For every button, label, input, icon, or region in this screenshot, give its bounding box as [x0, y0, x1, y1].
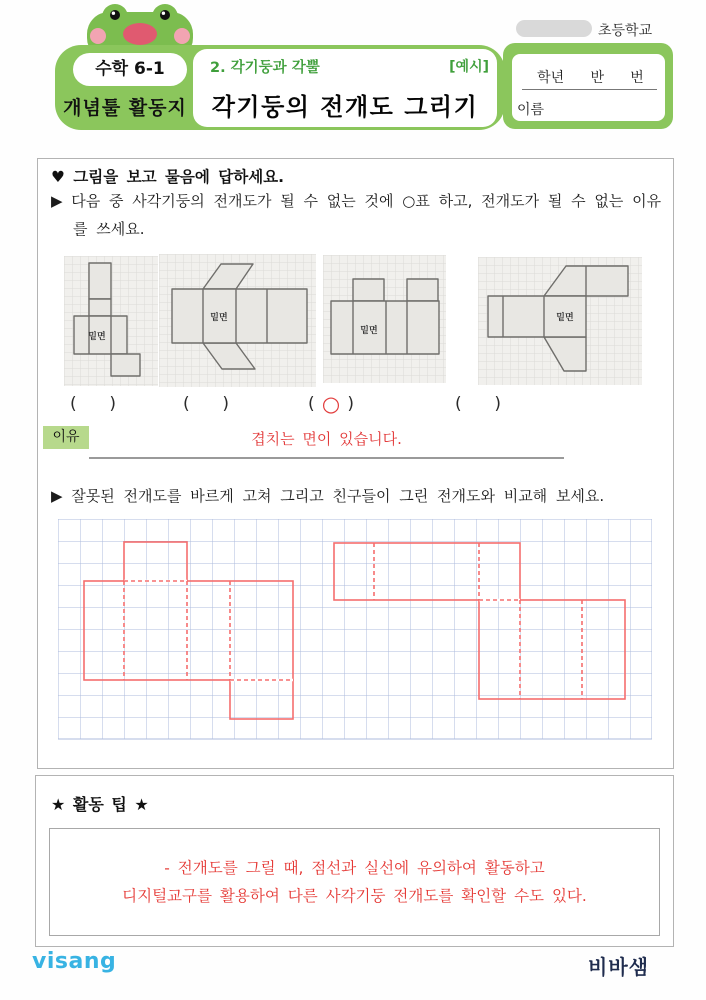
worksheet-title: 각기둥의 전개도 그리기 [211, 93, 479, 121]
tip-heading: ★ 활동 팁 ★ [51, 795, 149, 814]
answer-slot-3 [308, 392, 354, 416]
tip-line2: 디지털교구를 활용하여 다른 사각기둥 전개도를 확인할 수도 있다. [122, 887, 587, 905]
paren-open: ( [70, 394, 77, 414]
paren-open: ( [183, 394, 190, 414]
net-figure-3 [323, 255, 446, 383]
base-label: 밑면 [210, 313, 228, 323]
vivasam-logo: 비바샘 [588, 955, 649, 979]
class-label: 반 [590, 70, 605, 86]
answer-slot-2 [183, 392, 229, 416]
net-figure-2 [159, 254, 316, 389]
example-tag: [예시] [449, 59, 489, 75]
school-label: 초등학교 [598, 23, 653, 39]
base-label: 밑면 [88, 332, 106, 342]
paren-open: ( [308, 394, 315, 414]
base-label: 밑면 [360, 326, 378, 336]
paren-close: ) [109, 394, 116, 414]
paren-close: ) [494, 394, 501, 414]
tip-line1: - 전개도를 그릴 때, 점선과 실선에 유의하여 활동하고 [164, 859, 545, 877]
q2-prompt: ▶ 잘못된 전개도를 바르게 고쳐 그리고 친구들이 그린 전개도와 비교해 보세요. [51, 487, 605, 505]
tip-inner-box [49, 828, 660, 936]
subject-badge: 수학 6-1 [73, 53, 187, 86]
answer-circle-mark: ○ [321, 391, 341, 416]
net-figure-4 [478, 257, 646, 387]
question-box [37, 158, 674, 769]
grade-row [524, 67, 657, 87]
tip-box [35, 775, 674, 947]
answer-line [89, 457, 564, 459]
grade-underline [522, 89, 657, 90]
workbook-label: 개념툴 활동지 [63, 97, 187, 119]
number-label: 번 [630, 70, 644, 86]
answer-slot-4 [455, 392, 501, 416]
base-label: 밑면 [556, 313, 574, 323]
unit-label: 2. 각기둥과 각뿔 [210, 60, 320, 76]
net-figure-1 [64, 256, 158, 389]
answer-grid [58, 519, 652, 741]
q1-prompt-line2: 를 쓰세요. [73, 220, 145, 238]
reason-chip: 이유 [43, 426, 89, 449]
grade-label: 학년 [537, 70, 565, 86]
paren-close: ) [347, 394, 354, 414]
visang-logo: visang [32, 949, 117, 974]
q1-heading: ♥ 그림을 보고 물음에 답하세요. [51, 168, 285, 186]
answer-slot-1 [70, 392, 116, 416]
reason-answer: 겹치는 면이 있습니다. [251, 430, 402, 448]
paren-open: ( [455, 394, 462, 414]
name-label: 이름 [517, 102, 545, 118]
paren-close: ) [222, 394, 229, 414]
q1-prompt-line1: ▶ 다음 중 사각기둥의 전개도가 될 수 없는 것에 ○표 하고, 전개도가 될 수 없는 이유 [51, 192, 662, 210]
school-name-blank [516, 20, 592, 37]
